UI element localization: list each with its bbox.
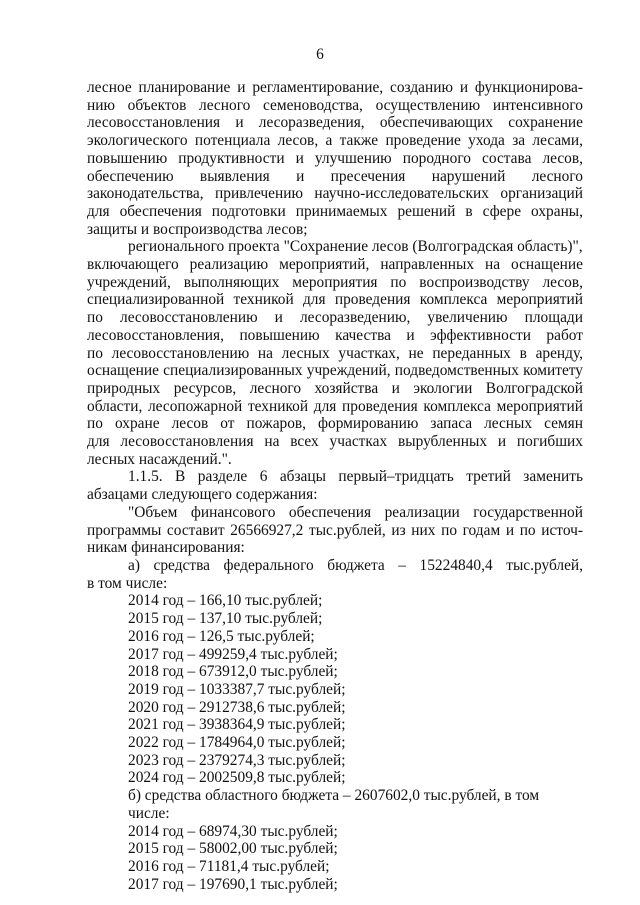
list-item: 2016 год – 126,5 тыс.рублей; [128,627,315,645]
text-line: защиты и воспроизводства лесов; [87,220,308,238]
text-line: а) средства федерального бюджета – 15224840,4 тыс.рублей, [128,556,583,574]
text-line: оснащение специализированных учреждений, подведомственных комитету [87,362,583,380]
text-line: повышению продуктивности и улучшению породного состава лесов, [87,149,583,167]
list-item: 2017 год – 499259,4 тыс.рублей; [128,645,338,663]
federal-year-list [87,592,583,787]
paragraph-1 [87,79,583,238]
list-item: 2024 год – 2002509,8 тыс.рублей; [128,769,346,787]
list-item: 2018 год – 673912,0 тыс.рублей; [128,663,338,681]
text-line: учреждений, выполняющих мероприятия по воспроизводству лесов, [87,273,583,291]
paragraph-3 [87,468,583,503]
text-line: обеспечению выявления и пресечения нарушений лесного [87,167,583,185]
list-item: 2021 год – 3938364,9 тыс.рублей; [128,716,346,734]
text-line: нию объектов лесного семеноводства, осуществлению интенсивного [87,96,583,114]
text-line: лесных насаждений.". [87,450,232,468]
text-line: специализированной техникой для проведения комплекса мероприятий [87,291,583,309]
list-item: 2020 год – 2912738,6 тыс.рублей; [128,698,346,716]
text-line: экологического потенциала лесов, а также проведение ухода за лесами, [87,132,583,150]
text-line: абзацами следующего содержания: [87,486,318,504]
text-line: по лесовосстановлению на лесных участках, не переданных в аренду, [87,344,583,362]
list-item: 2015 год – 137,10 тыс.рублей; [128,610,323,628]
text-line: программы составит 26566927,2 тыс.рублей, из них по годам и по источ- [87,521,583,539]
text-line: области, лесопожарной техникой для проведения комплекса мероприятий [87,397,583,415]
text-line: природных ресурсов, лесного хозяйства и экологии Волгоградской [87,379,583,397]
text-line: для лесовосстановления на всех участках вырубленных и погибших [87,433,583,451]
list-item: 2017 год – 197690,1 тыс.рублей; [128,875,338,893]
list-item: 2015 год – 58002,00 тыс.рублей; [128,840,338,858]
text-line: в том числе: [87,574,168,592]
list-item: 2019 год – 1033387,7 тыс.рублей; [128,680,346,698]
text-line: лесовосстановления, повышению качества и эффективности работ [87,326,583,344]
regional-budget-section [87,787,583,893]
regional-year-list [87,823,583,894]
text-line: б) средства областного бюджета – 2607602,0 тыс.рублей, в том числе: [128,787,540,822]
text-line: для обеспечения подготовки принимаемых решений в сфере охраны, [87,202,583,220]
text-line: регионального проекта "Сохранение лесов (Волгоградская область)", [128,238,583,256]
list-item: 2023 год – 2379274,3 тыс.рублей; [128,751,346,769]
text-line: "Объем финансового обеспечения реализации государственной [128,503,583,521]
text-line: никам финансирования: [87,539,245,557]
text-line: лесовосстановления и лесоразведения, обеспечивающих сохранение [87,114,583,132]
list-item: 2014 год – 166,10 тыс.рублей; [128,592,323,610]
text-line: лесное планирование и регламентирование, созданию и функционирова- [87,79,583,96]
list-item: 2014 год – 68974,30 тыс.рублей; [128,822,338,840]
list-item: 2016 год – 71181,4 тыс.рублей; [128,857,330,875]
text-line: включающего реализацию мероприятий, направленных на оснащение [87,256,583,274]
federal-budget-section [87,557,583,787]
text-line: 1.1.5. В разделе 6 абзацы первый–тридцать третий заменить [128,468,583,486]
page-number: 6 [316,46,324,63]
paragraph-2 [87,238,583,468]
paragraph-4 [87,504,583,557]
list-item: 2022 год – 1784964,0 тыс.рублей; [128,734,346,752]
document-body [87,79,583,893]
text-line: по охране лесов от пожаров, формированию запаса лесных семян [87,415,583,433]
text-line: по лесовосстановлению и лесоразведению, увеличению площади [87,309,583,327]
text-line: законодательства, привлечению научно-исследовательских организаций [87,185,583,203]
